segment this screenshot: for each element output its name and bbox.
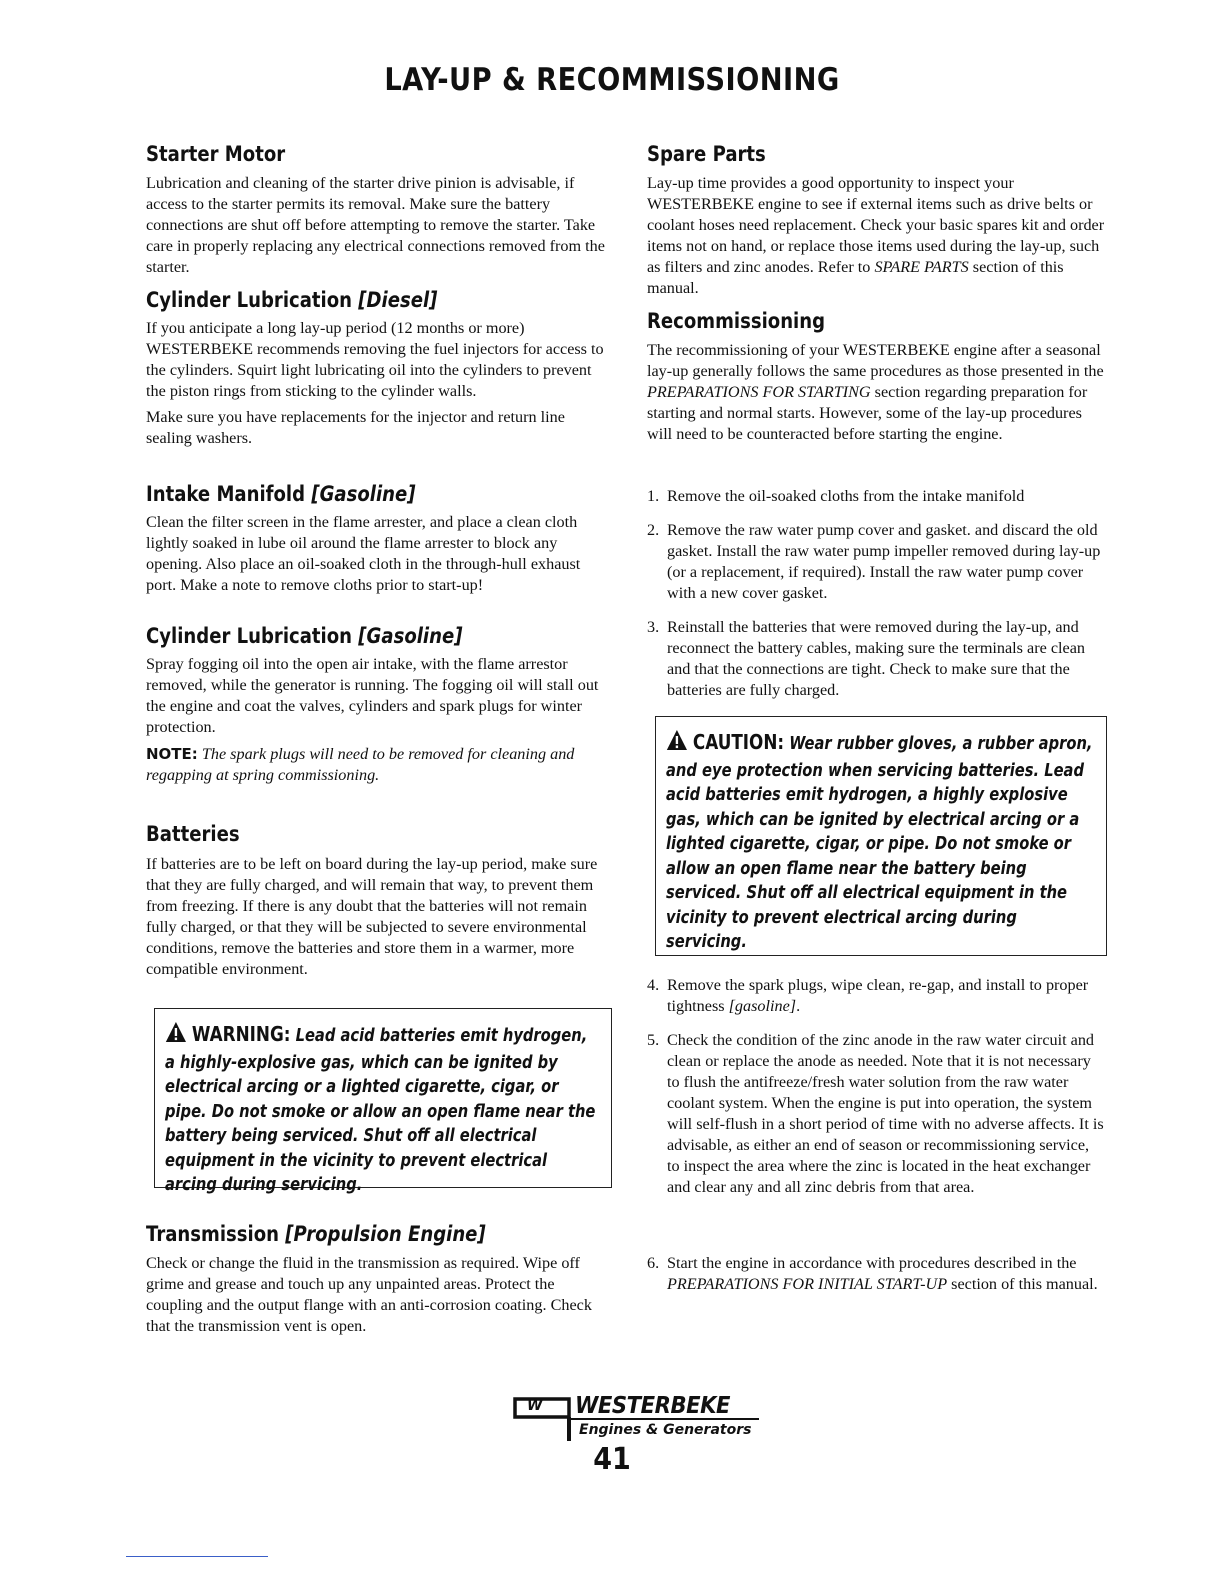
body-text: The recommissioning of your WESTERBEKE engine after a seasonal lay-up generally follows the same procedures as those presented in the [647, 341, 1104, 380]
step-text-part: [gasoline] [728, 997, 797, 1015]
section-cylinder-lubrication-gasoline [146, 624, 608, 786]
step-text: Reinstall the batteries that were removed during the lay-up, and reconnect the battery cables, making sure the terminals are clean and that the connections are tight. Check to make sure that the batteries are fully charged. [667, 618, 1085, 699]
section-batteries [146, 822, 608, 980]
step-text [667, 975, 1105, 1017]
section-heading [146, 288, 543, 312]
section-heading [146, 624, 543, 648]
warning-text [165, 1021, 601, 1198]
section-heading: Batteries [146, 822, 240, 846]
page-title: LAY-UP & RECOMMISSIONING [384, 62, 840, 98]
heading-text: Cylinder Lubrication [146, 288, 359, 312]
section-heading: Spare Parts [647, 142, 766, 166]
footnote-rule [126, 1556, 268, 1557]
section-heading [146, 1222, 543, 1246]
logo-mark-icon [511, 1395, 577, 1445]
step-text-part: . [796, 997, 801, 1015]
caution-text [666, 729, 1096, 955]
step-text-part: Remove the spark plugs, wipe clean, re-gap, and install to proper tightness [667, 976, 1089, 1015]
section-body: If batteries are to be left on board during the lay-up period, make sure that they are fully charged, and will remain that way, to prevent them from freezing. If there is any doubt that the batteries will not remain fully charged, or that they will be subjected to severe environmental conditions, remove the batteries and store them in a warmer, more compatible environment. [146, 855, 598, 978]
heading-tag: [Gasoline] [358, 624, 463, 648]
section-heading: Recommissioning [647, 309, 826, 333]
section-body: Clean the filter screen in the flame arrester, and place a clean cloth lightly soaked in lube oil around the flame arrester to block any opening. Also place an oil-soaked cloth in the through-hull exhaust port. Make a note to remove cloths prior to start-up! [146, 513, 581, 594]
heading-text: Intake Manifold [146, 482, 312, 506]
caution-message: Wear rubber gloves, a rubber apron, and eye protection when servicing batteries. Lead acid batteries emit hydrogen, a highly explosive gas, which can be ignited by electrical arcing or a lighted cigarette, cigar, or pipe. Do not smoke or allow an open flame near the battery being serviced. Shut off all electrical equipment in the vicinity to prevent electrical arcing during servicing. [666, 734, 1093, 952]
section-starter-motor [146, 142, 608, 278]
warning-triangle-icon [666, 729, 688, 759]
step-number: 6. [647, 1254, 660, 1272]
section-heading: Starter Motor [146, 142, 286, 166]
warning-message: Lead acid batteries emit hydrogen, a highly-explosive gas, which can be ignited by electrical arcing or a lighted cigarette, cigar, or pipe. Do not smoke or allow an open flame near the battery being serviced. Shut off all electrical equipment in the vicinity to prevent electrical arcing during servicing. [165, 1026, 596, 1195]
section-intake-manifold [146, 482, 608, 596]
section-transmission [146, 1222, 608, 1337]
step-text: Remove the raw water pump cover and gasket. and discard the old gasket. Install the raw water pump impeller removed during lay-up (or a replacement, if required). Install the raw water pump cover with a new cover gasket. [667, 521, 1101, 602]
westerbeke-logo [511, 1395, 771, 1445]
section-body [647, 340, 1105, 445]
logo-underline [569, 1418, 759, 1420]
section-body: Make sure you have replacements for the injector and return line sealing washers. [146, 408, 565, 447]
caution-box [655, 716, 1107, 956]
step-text [667, 1253, 1105, 1295]
step-6 [647, 1253, 1105, 1295]
section-body: Spray fogging oil into the open air intake, with the flame arrestor removed, while the generator is running. The fogging oil will stall out the engine and coat the valves, cylinders and spark plugs for winter protection. [146, 655, 599, 736]
heading-tag: [Gasoline] [311, 482, 416, 506]
section-body: If you anticipate a long lay-up period (12 months or more) WESTERBEKE recommends removing the fuel injectors for access to the cylinders. Squirt light lubricating oil into the cylinders to prevent the piston rings from sticking to the cylinder walls. [146, 319, 604, 400]
heading-text: Transmission [146, 1222, 286, 1246]
step-3 [647, 617, 1105, 701]
note-text: The spark plugs will need to be removed for cleaning and regapping at spring commissioning. [146, 745, 575, 784]
section-heading [146, 482, 543, 506]
step-text-part: section of this manual. [947, 1275, 1098, 1293]
step-1 [647, 486, 1105, 507]
body-reference: SPARE PARTS [874, 258, 969, 276]
section-body: Check or change the fluid in the transmission as required. Wipe off grime and grease and touch up any unpainted areas. Protect the coupling and the output flange with an anti-corrosion coating. Check that the transmission vent is open. [146, 1254, 592, 1335]
caution-label: CAUTION: [692, 730, 785, 754]
logo-tagline: Engines & Generators [579, 1422, 752, 1438]
heading-text: Cylinder Lubrication [146, 624, 359, 648]
heading-tag: [Diesel] [358, 288, 438, 312]
section-body [647, 173, 1105, 299]
heading-tag: [Propulsion Engine] [285, 1222, 486, 1246]
step-text: Check the condition of the zinc anode in the raw water circuit and clean or replace the anode as needed. Note that it is not necessary to flush the antifreeze/fresh water solution from the raw water coolant system. When the engine is put into operation, the system will self-flush in a short period of time with no adverse affects. It is advisable, as either an end of season or recommissioning service, to inspect the area where the zinc is located in the heat exchanger and clear any and all zinc debris from that area. [667, 1031, 1104, 1196]
step-number: 2. [647, 521, 660, 539]
section-spare-parts [647, 142, 1105, 299]
step-5 [647, 1030, 1105, 1198]
body-text: section regarding preparation for starting and normal starts. However, some of the lay-up procedures will need to be counteracted before starting the engine. [647, 383, 1088, 443]
note-label: NOTE: [146, 745, 198, 763]
section-cylinder-lubrication-diesel [146, 288, 608, 449]
warning-box [154, 1008, 612, 1195]
logo-brand-name: WESTERBEKE [575, 1393, 731, 1419]
section-body: Lubrication and cleaning of the starter drive pinion is advisable, if access to the starter permits its removal. Make sure the battery connections are shut off before attempting to remove the starter. Take care in properly replacing any electrical connections removed from the starter. [146, 174, 605, 276]
step-number: 4. [647, 976, 660, 994]
step-2 [647, 520, 1105, 604]
body-text: Lay-up time provides a good opportunity to inspect your WESTERBEKE engine to see if external items such as drive belts or coolant hoses need replacement. Check your basic spares kit and order items not on hand, or replace those items used during the lay-up, such as filters and zinc anodes. Refer to [647, 174, 1105, 276]
step-number: 3. [647, 618, 660, 636]
warning-triangle-icon [165, 1021, 187, 1051]
body-reference: PREPARATIONS FOR STARTING [647, 383, 871, 401]
body-text: section of this manual. [647, 258, 1064, 297]
step-text-part: Start the engine in accordance with procedures described in the [667, 1254, 1077, 1272]
step-number: 5. [647, 1031, 660, 1049]
step-number: 1. [647, 487, 660, 505]
step-text: Remove the oil-soaked cloths from the intake manifold [667, 487, 1025, 505]
logo-mark-letter: W [527, 1398, 543, 1414]
step-4 [647, 975, 1105, 1017]
note [146, 744, 608, 786]
section-recommissioning [647, 309, 1105, 445]
warning-label: WARNING: [191, 1022, 291, 1046]
step-text-part: PREPARATIONS FOR INITIAL START-UP [667, 1275, 948, 1293]
page-number: 41 [593, 1442, 631, 1477]
